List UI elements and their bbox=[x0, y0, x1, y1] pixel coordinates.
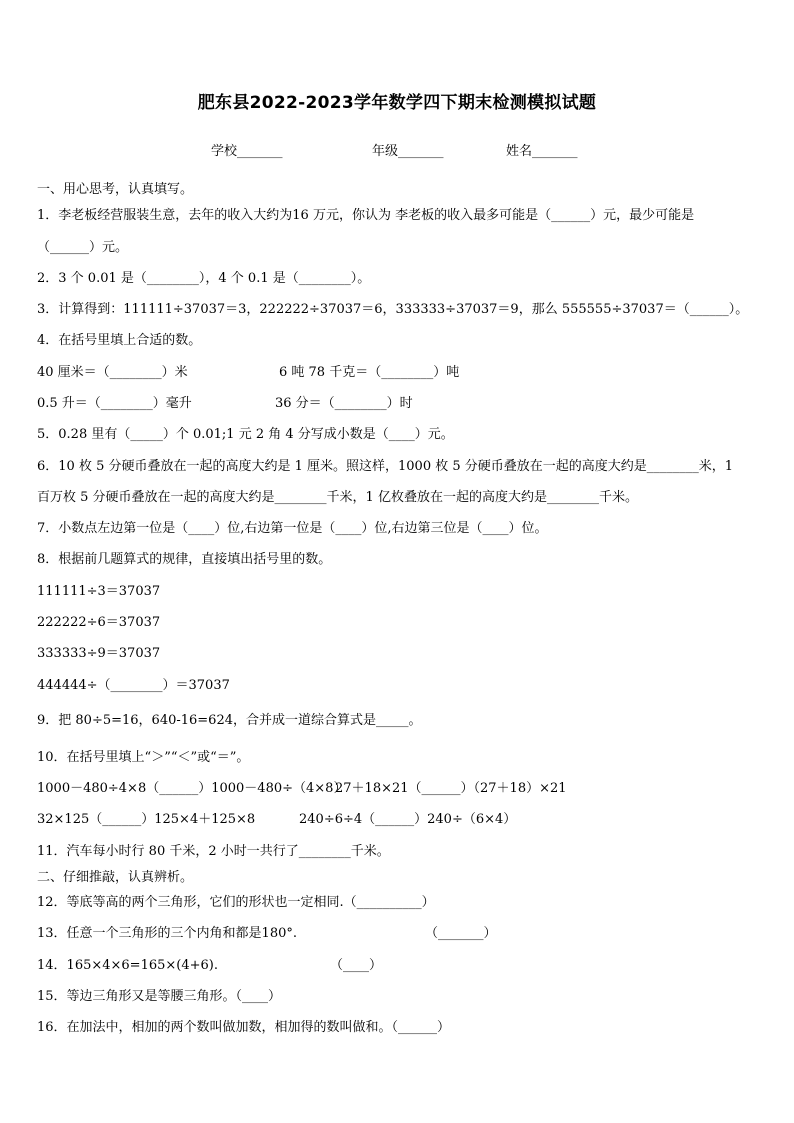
question-14-answer: （____） bbox=[330, 958, 383, 973]
question-8-equation-4: 444444÷（________）＝37037 bbox=[37, 678, 230, 693]
grade-field[interactable]: 年级_______ bbox=[372, 144, 444, 159]
question-4-item-b: 6 吨 78 千克＝（________）吨 bbox=[279, 365, 460, 380]
question-14 bbox=[37, 958, 777, 974]
question-8-equation-3: 333333÷9＝37037 bbox=[37, 646, 161, 661]
question-15: 15．等边三角形又是等腰三角形。（____） bbox=[37, 989, 282, 1004]
question-13-answer: （_______） bbox=[425, 926, 497, 941]
question-1-line-1: 1．李老板经营服装生意，去年的收入大约为16 万元，你认为 李老板的收入最多可能是（______）元，最少可能是 bbox=[37, 208, 695, 223]
question-10-row-1 bbox=[37, 781, 777, 797]
question-3: 3．计算得到：111111÷37037＝3，222222÷37037＝6，333333÷37037＝9，那么 555555÷37037＝（______）。 bbox=[37, 302, 749, 317]
question-11: 11．汽车每小时行 80 千米，2 小时一共行了________千米。 bbox=[37, 844, 390, 859]
question-16: 16．在加法中，相加的两个数叫做加数，相加得的数叫做和。（______） bbox=[37, 1020, 451, 1035]
question-8: 8．根据前几题算式的规律，直接填出括号里的数。 bbox=[37, 552, 332, 567]
question-8-equation-1: 111111÷3＝37037 bbox=[37, 584, 161, 599]
question-4-item-c: 0.5 升＝（________）毫升 bbox=[37, 396, 192, 411]
name-field[interactable]: 姓名_______ bbox=[506, 144, 578, 159]
school-field[interactable]: 学校_______ bbox=[211, 144, 283, 159]
question-10: 10．在括号里填上“＞”“＜”或“＝”。 bbox=[37, 750, 250, 765]
question-10-row-2 bbox=[37, 812, 777, 828]
section-1-heading: 一、用心思考，认真填写。 bbox=[37, 182, 194, 197]
question-7: 7．小数点左边第一位是（____）位,右边第一位是（____）位,右边第三位是（____）位。 bbox=[37, 521, 548, 536]
question-6-line-1: 6．10 枚 5 分硬币叠放在一起的高度大约是 1 厘米。照这样，1000 枚 5 分硬币叠放在一起的高度大约是________米，1 bbox=[37, 459, 734, 474]
question-10-item-a: 1000－480÷4×8（______）1000－480÷（4×8） bbox=[37, 781, 347, 796]
question-10-item-b: 27＋18×21（______）（27＋18）×21 bbox=[335, 781, 567, 796]
question-13 bbox=[37, 926, 777, 942]
question-14-text: 14．165×4×6=165×(4+6). bbox=[37, 958, 218, 973]
question-4-item-a: 40 厘米＝（________）米 bbox=[37, 365, 188, 380]
question-4-row-1 bbox=[37, 365, 777, 381]
question-4-row-2 bbox=[37, 396, 777, 412]
question-2: 2．3 个 0.01 是（________），4 个 0.1 是（________）。 bbox=[37, 271, 371, 286]
question-9: 9．把 80÷5=16，640-16=624，合并成一道综合算式是_____。 bbox=[37, 713, 422, 728]
page-title: 肥东县2022-2023学年数学四下期末检测模拟试题 bbox=[197, 93, 597, 113]
question-8-equation-2: 222222÷6＝37037 bbox=[37, 615, 161, 630]
question-4: 4．在括号里填上合适的数。 bbox=[37, 333, 202, 348]
question-1-line-2: （______）元。 bbox=[37, 240, 129, 255]
section-2-heading: 二、仔细推敲，认真辨析。 bbox=[37, 870, 194, 885]
question-4-item-d: 36 分＝（________）时 bbox=[275, 396, 413, 411]
question-5: 5．0.28 里有（_____）个 0.01;1 元 2 角 4 分写成小数是（____）元。 bbox=[37, 427, 454, 442]
question-13-text: 13．任意一个三角形的三个内角和都是180°. bbox=[37, 926, 297, 941]
question-12: 12．等底等高的两个三角形，它们的形状也一定相同.（__________） bbox=[37, 895, 435, 910]
question-10-item-d: 240÷6÷4（______）240÷（6×4） bbox=[299, 812, 517, 827]
question-10-item-c: 32×125（______）125×4＋125×8 bbox=[37, 812, 256, 827]
question-6-line-2: 百万枚 5 分硬币叠放在一起的高度大约是________千米，1 亿枚叠放在一起的高度大约是________千米。 bbox=[37, 490, 638, 505]
